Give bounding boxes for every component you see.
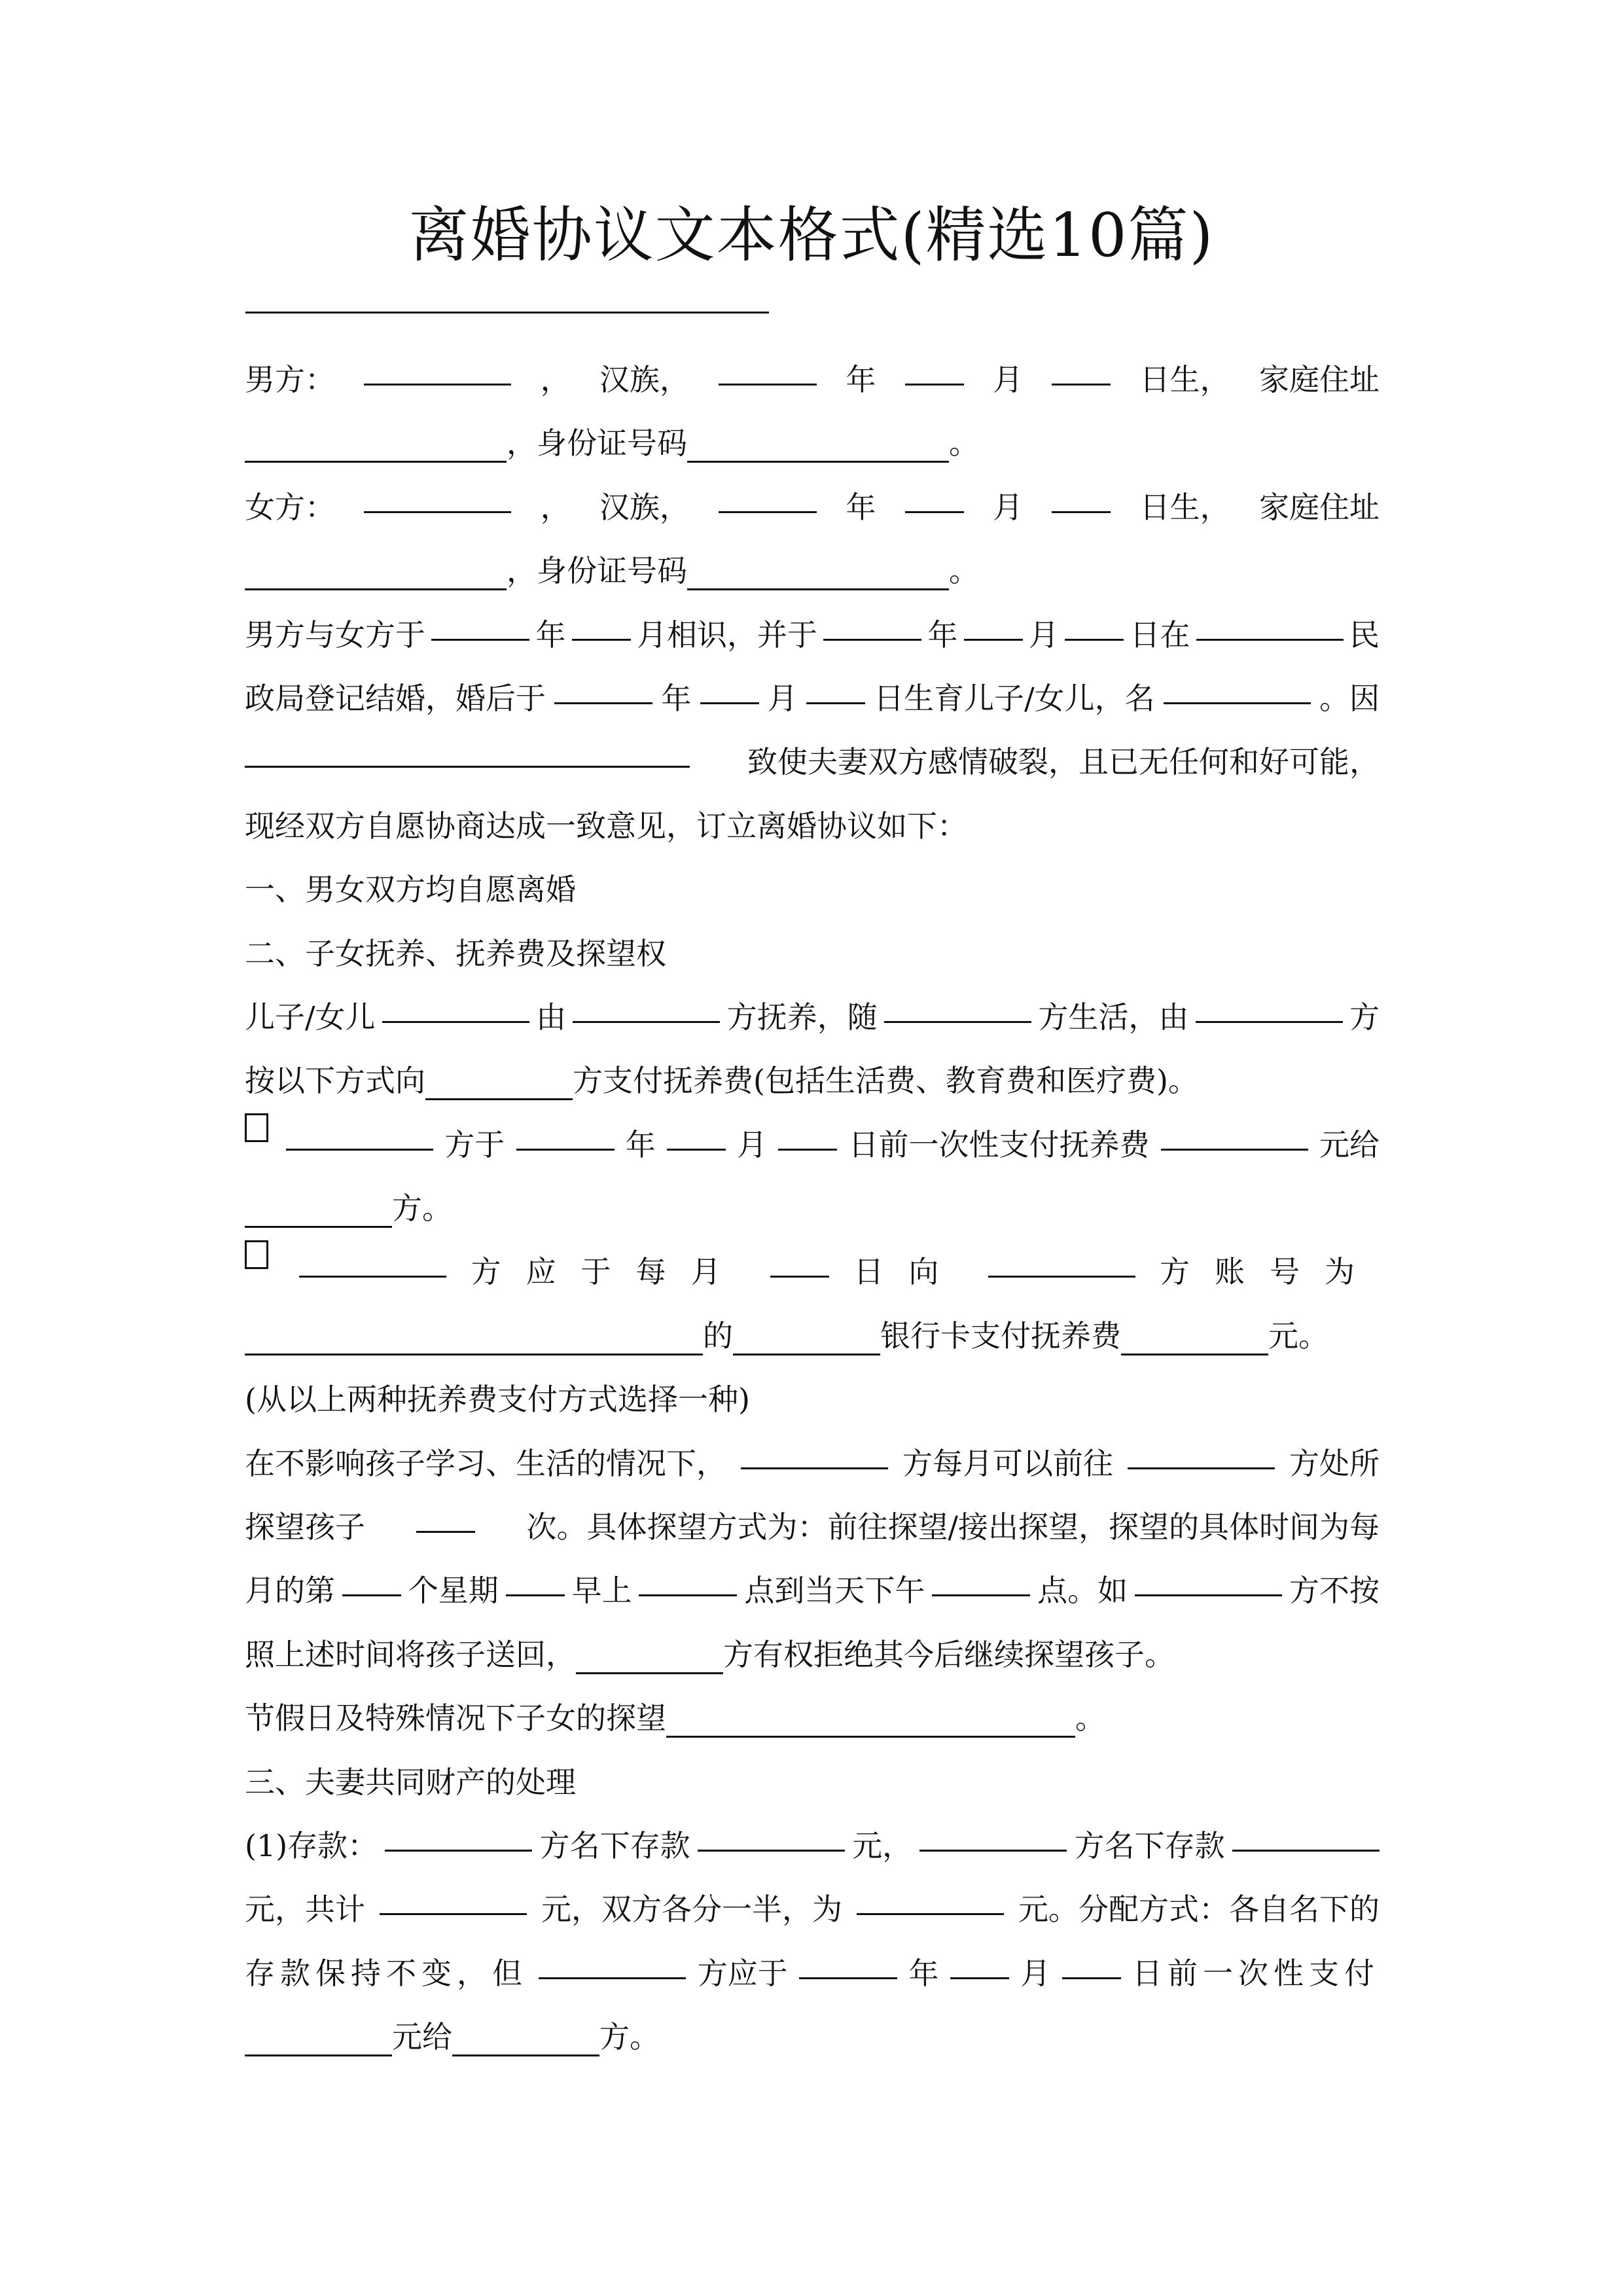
visit-count-blank[interactable] — [416, 1496, 475, 1533]
title-underline — [245, 312, 769, 314]
deposit-text: 元，共计 — [245, 1892, 365, 1928]
day-birth-label: 日生， — [1139, 489, 1230, 525]
child-birth-month-blank[interactable] — [700, 667, 759, 704]
custody-text: 由 — [536, 999, 567, 1035]
male-birth-day-blank[interactable] — [1052, 348, 1111, 386]
intro-text: 。因 — [1319, 680, 1380, 716]
visit-text: 方有权拒绝其今后继续探望孩子。 — [723, 1636, 1175, 1672]
deposit-month-blank[interactable] — [950, 1942, 1009, 1979]
child-blank[interactable] — [382, 986, 529, 1023]
day-birth-label: 日生， — [1139, 362, 1230, 397]
deposit-text: 方。 — [599, 2019, 660, 2055]
month-label: 月 — [993, 362, 1024, 397]
option-1-line — [245, 1113, 1380, 1177]
custody-line — [245, 986, 1380, 1049]
visit-line-2 — [245, 1496, 1380, 1559]
deposit-recipient-blank[interactable] — [452, 2019, 599, 2056]
intro-text: 日生育儿子/女儿，名 — [874, 680, 1155, 716]
deposit-text: 方名下存款 — [539, 1827, 690, 1863]
intro-line-3 — [245, 730, 1380, 794]
option-1-year-blank[interactable] — [516, 1113, 615, 1151]
option-1-month-blank[interactable] — [667, 1113, 726, 1151]
female-address-blank[interactable] — [245, 553, 507, 590]
married-year-blank[interactable] — [823, 603, 921, 641]
year-label: 年 — [908, 1955, 939, 1991]
deposit-party-2-blank[interactable] — [919, 1814, 1067, 1852]
female-party-line — [245, 476, 1380, 539]
female-birth-month-blank[interactable] — [905, 476, 964, 513]
option-1-day-blank[interactable] — [778, 1113, 837, 1151]
male-party-line — [245, 348, 1380, 412]
week-number-blank[interactable] — [342, 1559, 401, 1596]
bank-blank[interactable] — [733, 1318, 880, 1355]
address-label: 家庭住址 — [1258, 362, 1380, 397]
refusing-party-blank[interactable] — [576, 1637, 723, 1674]
option-text: 方。 — [392, 1191, 452, 1227]
deposit-party-1-blank[interactable] — [385, 1814, 532, 1852]
option-2-day-blank[interactable] — [770, 1240, 829, 1278]
end-hour-blank[interactable] — [932, 1559, 1030, 1596]
option-1-amount-blank[interactable] — [1161, 1113, 1308, 1151]
deposit-text: 元给 — [392, 2019, 452, 2055]
visit-text: 方不按 — [1289, 1573, 1380, 1609]
male-label: 男方： — [245, 362, 335, 397]
document-title: 离婚协议文本格式(精选10篇) — [408, 200, 1215, 270]
live-with-blank[interactable] — [884, 986, 1031, 1023]
id-label: ，身份证号码 — [507, 425, 687, 461]
met-year-blank[interactable] — [431, 603, 529, 641]
intro-text: 致使夫妻双方感情破裂，且已无任何和好可能， — [747, 744, 1380, 780]
male-id-line — [245, 412, 1380, 475]
deposit-text: 元， — [852, 1827, 913, 1863]
deposit-amount-2-blank[interactable] — [1232, 1814, 1380, 1852]
female-id-line — [245, 539, 1380, 603]
option-text: 方应于每月 — [471, 1254, 746, 1290]
option-1-payee-blank[interactable] — [245, 1191, 392, 1228]
payment-note: (从以上两种抚养费支付方式选择一种) — [245, 1382, 750, 1418]
payment-text: 按以下方式向 — [245, 1063, 425, 1099]
year-label: 年 — [661, 680, 692, 716]
intro-text: 政局登记结婚，婚后于 — [245, 680, 546, 716]
id-label: ，身份证号码 — [507, 553, 687, 589]
monthly-amount-blank[interactable] — [1121, 1318, 1268, 1355]
holiday-line — [245, 1687, 1380, 1750]
option-2-payee-blank[interactable] — [988, 1240, 1135, 1278]
option-2-checkbox[interactable] — [245, 1240, 268, 1269]
option-text: 元。 — [1268, 1318, 1329, 1354]
host-blank[interactable] — [1128, 1432, 1275, 1469]
option-text: 日前一次性支付抚养费 — [848, 1126, 1150, 1162]
intro-text: 日在 — [1130, 617, 1190, 653]
custody-text: 方抚养，随 — [726, 999, 878, 1035]
payee-blank[interactable] — [425, 1063, 573, 1100]
option-text: 元给 — [1319, 1126, 1380, 1162]
month-label: 月 — [737, 1126, 768, 1162]
account-number-blank[interactable] — [245, 1318, 703, 1355]
payment-text: 方支付抚养费(包括生活费、教育费和医疗费)。 — [573, 1063, 1198, 1099]
document-body — [245, 348, 1380, 2070]
period: 。 — [949, 553, 979, 589]
deposit-text: 方名下存款 — [1074, 1827, 1225, 1863]
ethnicity-text: 汉族， — [599, 489, 690, 525]
intro-line-4: 现经双方自愿协商达成一致意见，订立离婚协议如下： — [245, 808, 967, 844]
deposit-text: 元。分配方式：各自名下的 — [1018, 1892, 1380, 1928]
visit-text: 早上 — [571, 1573, 632, 1609]
custody-text: 方生活，由 — [1038, 999, 1189, 1035]
month-label: 月 — [767, 680, 798, 716]
ethnicity-text: 汉族， — [599, 362, 690, 397]
option-text: 方于 — [444, 1126, 505, 1162]
year-label: 年 — [846, 489, 876, 525]
deposit-line-4 — [245, 2005, 1380, 2069]
visit-text: 点。如 — [1037, 1573, 1128, 1609]
comma: ， — [540, 489, 571, 525]
male-birth-year-blank[interactable] — [719, 348, 817, 386]
late-party-blank[interactable] — [1135, 1559, 1282, 1596]
payment-line — [245, 1049, 1380, 1113]
intro-text: 民 — [1349, 617, 1380, 653]
option-text: 银行卡支付抚养费 — [880, 1318, 1121, 1354]
month-label: 月 — [1020, 1955, 1051, 1991]
period: 。 — [949, 425, 979, 461]
month-label: 月 — [993, 489, 1024, 525]
child-name-blank[interactable] — [1164, 667, 1311, 704]
visit-text: 个星期 — [408, 1573, 499, 1609]
start-hour-blank[interactable] — [639, 1559, 737, 1596]
option-text: 的 — [703, 1318, 733, 1354]
deposit-payer-blank[interactable] — [539, 1942, 686, 1979]
visit-text: 方每月可以前往 — [902, 1445, 1113, 1481]
custody-text: 方 — [1349, 999, 1380, 1035]
option-2-line-2 — [245, 1304, 1380, 1368]
deposit-text: 元，双方各分一半，为 — [541, 1892, 842, 1928]
visit-text: 在不影响孩子学习、生活的情况下， — [245, 1445, 726, 1481]
visit-text: 点到当天下午 — [744, 1573, 925, 1609]
female-id-blank[interactable] — [687, 553, 949, 590]
weekday-blank[interactable] — [506, 1559, 565, 1596]
female-name-blank[interactable] — [364, 476, 511, 513]
comma: ， — [540, 362, 571, 397]
option-1-line-2 — [245, 1177, 1380, 1240]
visit-text: 照上述时间将孩子送回， — [245, 1636, 576, 1672]
period: 。 — [1075, 1700, 1105, 1736]
month-label: 月 — [1029, 617, 1059, 653]
intro-text: 男方与女方于 — [245, 617, 425, 653]
child-birth-day-blank[interactable] — [806, 667, 865, 704]
married-day-blank[interactable] — [1065, 603, 1124, 641]
address-label: 家庭住址 — [1258, 489, 1380, 525]
year-label: 年 — [846, 362, 876, 397]
intro-line-2 — [245, 667, 1380, 730]
deposit-text: 日前一次性支付 — [1132, 1955, 1380, 1991]
year-label: 年 — [535, 617, 566, 653]
option-1-checkbox[interactable] — [245, 1113, 268, 1142]
deposit-day-blank[interactable] — [1062, 1942, 1121, 1979]
year-label: 年 — [927, 617, 958, 653]
deposit-text: 存款保持不变，但 — [245, 1955, 527, 1991]
visit-line-4 — [245, 1623, 1380, 1687]
deposit-amount-1-blank[interactable] — [698, 1814, 845, 1852]
deposit-text: 方应于 — [697, 1955, 788, 1991]
met-month-blank[interactable] — [572, 603, 631, 641]
male-id-blank[interactable] — [687, 425, 949, 463]
deposit-half-blank[interactable] — [857, 1878, 1004, 1915]
year-label: 年 — [625, 1126, 656, 1162]
deposit-year-blank[interactable] — [799, 1942, 897, 1979]
female-birth-year-blank[interactable] — [719, 476, 817, 513]
custodian-blank[interactable] — [573, 986, 720, 1023]
holiday-visit-blank[interactable] — [666, 1700, 1075, 1738]
deposit-text: (1)存款： — [245, 1827, 378, 1863]
deposit-line-2 — [245, 1878, 1380, 1941]
option-1-payer-blank[interactable] — [286, 1113, 433, 1151]
option-text: 方账号为 — [1159, 1254, 1380, 1290]
visit-text: 探望孩子 — [245, 1509, 365, 1545]
option-2-line — [245, 1240, 1380, 1304]
visit-text: 月的第 — [245, 1573, 335, 1609]
visit-line-3 — [245, 1559, 1380, 1623]
intro-text: 月相识，并于 — [637, 617, 817, 653]
female-birth-day-blank[interactable] — [1052, 476, 1111, 513]
visitor-blank[interactable] — [741, 1432, 888, 1469]
child-birth-year-blank[interactable] — [554, 667, 652, 704]
section-2-heading: 二、子女抚养、抚养费及探望权 — [245, 935, 666, 971]
visit-text: 次。具体探望方式为：前往探望/接出探望，探望的具体时间为每 — [526, 1509, 1380, 1545]
payer-blank[interactable] — [1196, 986, 1343, 1023]
deposit-line-1 — [245, 1814, 1380, 1878]
male-birth-month-blank[interactable] — [905, 348, 964, 386]
option-2-payer-blank[interactable] — [299, 1240, 446, 1278]
section-3-heading: 三、夫妻共同财产的处理 — [245, 1764, 576, 1800]
custody-text: 儿子/女儿 — [245, 999, 376, 1035]
visit-line-1 — [245, 1432, 1380, 1496]
registry-blank[interactable] — [1196, 603, 1344, 641]
visit-text: 方处所 — [1289, 1445, 1380, 1481]
deposit-transfer-amount-blank[interactable] — [245, 2019, 392, 2056]
holiday-text: 节假日及特殊情况下子女的探望 — [245, 1700, 666, 1736]
married-month-blank[interactable] — [964, 603, 1023, 641]
female-label: 女方： — [245, 489, 335, 525]
section-1-heading: 一、男女双方均自愿离婚 — [245, 872, 576, 908]
option-text: 日向 — [853, 1254, 964, 1290]
male-name-blank[interactable] — [364, 348, 511, 386]
male-address-blank[interactable] — [245, 425, 507, 463]
deposit-line-3 — [245, 1942, 1380, 2005]
intro-line-1 — [245, 603, 1380, 667]
deposit-total-blank[interactable] — [380, 1878, 527, 1915]
reason-blank[interactable] — [245, 730, 690, 768]
